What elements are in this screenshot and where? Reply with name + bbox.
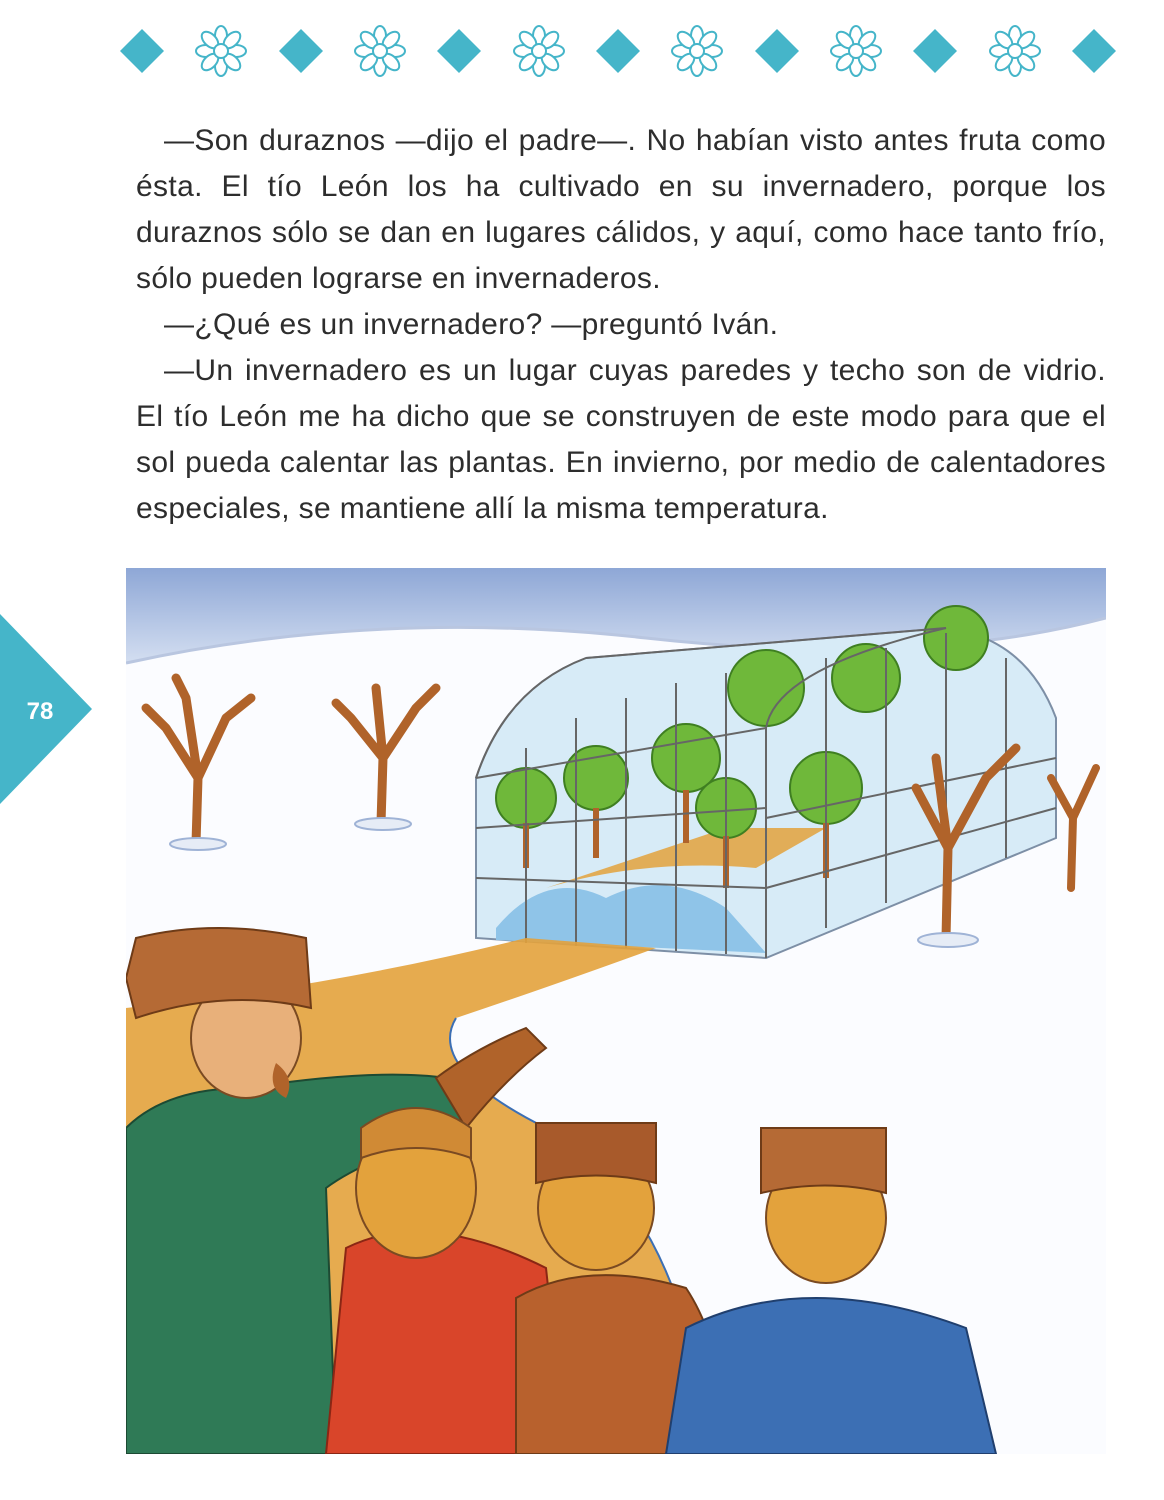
- paragraph: —Son duraznos —dijo el padre—. No habían visto antes fruta como ésta. El tío León los ha cultivado en su invernadero, porque los duraznos sólo se dan en lugares cálidos, y aquí, como hace tanto frío, sólo pueden lograrse en invernaderos.: [136, 124, 1106, 295]
- story-text: [136, 118, 1106, 532]
- decorative-border: [118, 16, 1118, 86]
- paragraph: —Un invernadero es un lugar cuyas paredes y techo son de vidrio. El tío León me ha dicho que se construyen de este modo para que el sol pueda calentar las plantas. En invierno, por medio de calentadores especiales, se mantiene allí la misma temperatura.: [136, 354, 1106, 525]
- diamond-icon: [435, 27, 483, 75]
- greenhouse-illustration: [126, 568, 1106, 1454]
- flower-icon: [989, 25, 1041, 77]
- flower-icon: [513, 25, 565, 77]
- flower-icon: [830, 25, 882, 77]
- flower-icon: [354, 25, 406, 77]
- diamond-icon: [277, 27, 325, 75]
- illustration-drawing: [126, 568, 1106, 1454]
- diamond-icon: [118, 27, 166, 75]
- flower-icon: [195, 25, 247, 77]
- diamond-icon: [594, 27, 642, 75]
- flower-icon: [671, 25, 723, 77]
- diamond-icon: [753, 27, 801, 75]
- page-number: 78: [26, 698, 54, 725]
- diamond-icon: [911, 27, 959, 75]
- paragraph: —¿Qué es un invernadero? —preguntó Iván.: [164, 308, 779, 341]
- diamond-icon: [1070, 27, 1118, 75]
